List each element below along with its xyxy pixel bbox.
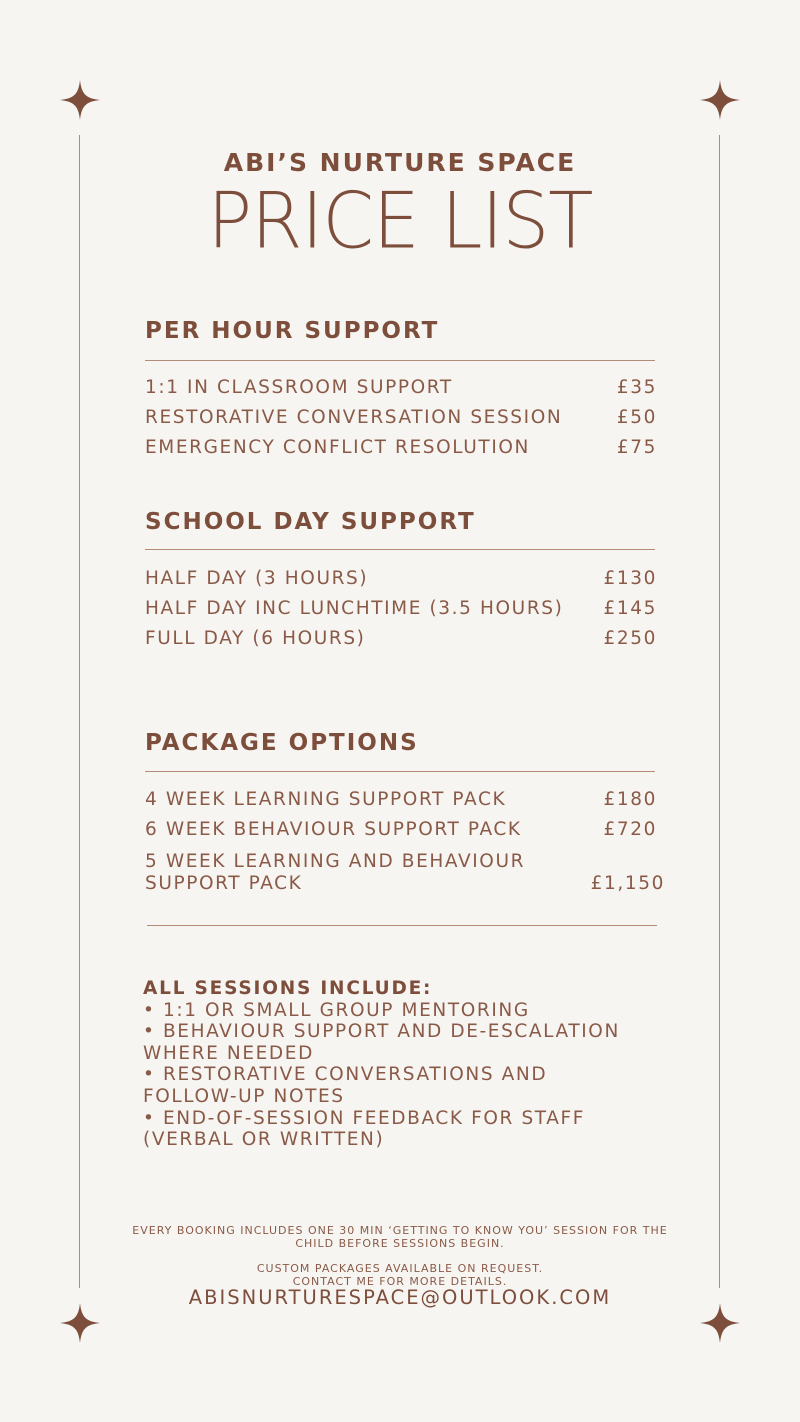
include-bullet: (VERBAL OR WRITTEN) [143, 1129, 385, 1151]
item-price: £250 [603, 628, 657, 649]
item-price: £50 [616, 407, 657, 428]
booking-note-line: CHILD BEFORE SESSIONS BEGIN. [295, 1237, 505, 1250]
sparkle-star-icon [700, 1303, 740, 1343]
item-label: FULL DAY (6 HOURS) [145, 628, 366, 649]
price-row [145, 437, 657, 465]
section-heading-packages: PACKAGE OPTIONS [145, 730, 419, 756]
custom-note-line: CUSTOM PACKAGES AVAILABLE ON REQUEST. [256, 1262, 544, 1275]
item-label: 1:1 IN CLASSROOM SUPPORT [145, 377, 453, 398]
left-border-line [79, 135, 80, 1288]
price-row [145, 628, 657, 656]
price-row [145, 377, 657, 405]
section-divider [145, 360, 655, 361]
page-title [0, 176, 800, 266]
item-label: EMERGENCY CONFLICT RESOLUTION [145, 437, 530, 458]
booking-note [0, 1224, 800, 1250]
section-heading-per-hour: PER HOUR SUPPORT [145, 318, 440, 344]
item-label: 6 WEEK BEHAVIOUR SUPPORT PACK [145, 819, 522, 840]
sparkle-star-icon [60, 1303, 100, 1343]
item-label: HALF DAY INC LUNCHTIME (3.5 HOURS) [145, 598, 564, 619]
price-row [145, 598, 657, 626]
include-bullet: WHERE NEEDED [143, 1042, 314, 1064]
item-label: 4 WEEK LEARNING SUPPORT PACK [145, 789, 507, 810]
section-heading-school-day: SCHOOL DAY SUPPORT [145, 509, 476, 535]
item-price: £35 [616, 377, 657, 398]
section-divider [147, 925, 657, 926]
price-row [145, 568, 657, 596]
price-row [145, 789, 657, 817]
item-label: RESTORATIVE CONVERSATION SESSION [145, 407, 563, 428]
booking-note-line: EVERY BOOKING INCLUDES ONE 30 MIN ‘GETTING TO KNOW YOU’ SESSION FOR THE [132, 1224, 668, 1237]
item-price: £130 [603, 568, 657, 589]
page-title-text: PRICE LIST [207, 175, 593, 267]
include-bullet: • RESTORATIVE CONVERSATIONS AND [143, 1064, 548, 1086]
right-border-line [719, 135, 720, 1288]
includes-heading: ALL SESSIONS INCLUDE: [143, 978, 433, 999]
custom-note-line: CONTACT ME FOR MORE DETAILS. [292, 1275, 508, 1288]
include-bullet: FOLLOW-UP NOTES [143, 1085, 345, 1107]
item-label: HALF DAY (3 HOURS) [145, 568, 369, 589]
price-row [145, 819, 657, 847]
price-row [145, 407, 657, 435]
price-row [145, 851, 665, 895]
item-label-line1: 5 WEEK LEARNING AND BEHAVIOUR [145, 851, 526, 872]
contact-email[interactable]: ABISNURTURESPACE@OUTLOOK.COM [188, 1286, 612, 1309]
includes-block [143, 978, 683, 1151]
custom-note [0, 1262, 800, 1288]
sparkle-star-icon [60, 80, 100, 120]
section-divider [145, 549, 655, 550]
item-label-line2: SUPPORT PACK [145, 873, 303, 894]
item-price: £145 [603, 598, 657, 619]
include-bullet: • 1:1 OR SMALL GROUP MENTORING [143, 999, 530, 1021]
item-price: £75 [616, 437, 657, 458]
sparkle-star-icon [700, 80, 740, 120]
item-price: £720 [603, 819, 657, 840]
item-price: £180 [603, 789, 657, 810]
item-price: £1,150 [590, 873, 665, 894]
include-bullet: • BEHAVIOUR SUPPORT AND DE-ESCALATION [143, 1021, 620, 1043]
section-divider [145, 771, 655, 772]
include-bullet: • END-OF-SESSION FEEDBACK FOR STAFF [143, 1107, 585, 1129]
brand-name: ABI’S NURTURE SPACE [223, 148, 577, 177]
